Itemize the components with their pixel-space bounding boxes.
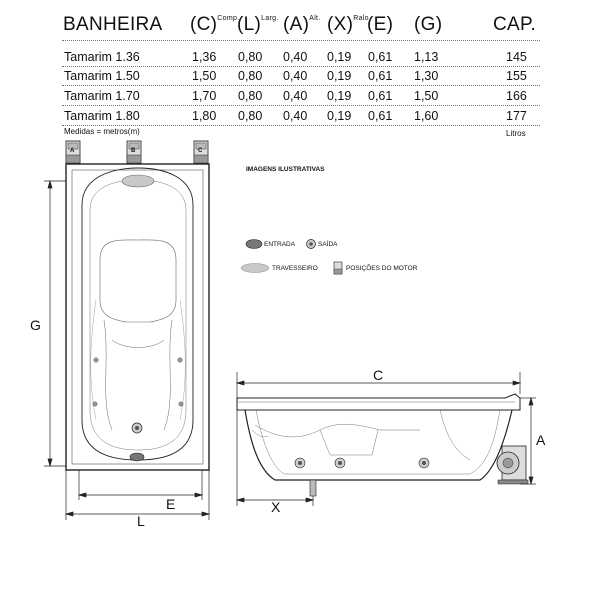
drain-pipe: [310, 480, 316, 496]
row-g: 1,30: [414, 69, 439, 83]
legend-saida-label: SAÍDA: [318, 241, 338, 248]
legend-travesseiro-icon: [241, 264, 269, 273]
header-col-c-sup: Comp.: [217, 14, 240, 22]
legend-travesseiro-label: TRAVESSEIRO: [272, 265, 318, 272]
row-c: 1,50: [192, 69, 217, 83]
jet-icon: [179, 402, 183, 406]
row-cap: 155: [506, 69, 527, 83]
row-g: 1,50: [414, 89, 439, 103]
jet-icon: [178, 358, 182, 362]
row-l: 0,80: [238, 89, 263, 103]
dimension-g: [44, 181, 66, 466]
header-col-g: (G): [414, 14, 443, 35]
row-e: 0,61: [368, 50, 393, 64]
jet-icon: [93, 402, 97, 406]
row-a: 0,40: [283, 109, 308, 123]
bathtub-side-view: [237, 394, 520, 480]
header-col-x-sup: Ralo: [353, 14, 369, 22]
row-e: 0,61: [368, 109, 393, 123]
images-note: IMAGENS ILUSTRATIVAS: [246, 166, 325, 173]
dimension-l-label: L: [137, 513, 145, 529]
cap-unit: Litros: [506, 129, 526, 138]
row-c: 1,36: [192, 50, 217, 64]
dimension-g-label: G: [30, 317, 41, 333]
header-col-c: $(C)^{Comp.}$: [190, 14, 240, 35]
header-col-a: $(A)^{Alt.}$: [283, 14, 321, 35]
motor-position-a-label: A: [70, 148, 75, 154]
legend-motor-icon: [334, 262, 342, 274]
legend-motor-label: POSIÇÕES DO MOTOR: [346, 265, 418, 272]
legend-saida-icon: [307, 240, 316, 249]
row-cap: 177: [506, 109, 527, 123]
row-model: Tamarim 1.50: [64, 69, 140, 83]
dimension-c-label: C: [373, 367, 384, 383]
row-a: 0,40: [283, 89, 308, 103]
row-l: 0,80: [238, 109, 263, 123]
row-l: 0,80: [238, 50, 263, 64]
row-model: Tamarim 1.70: [64, 89, 140, 103]
row-x: 0,19: [327, 69, 352, 83]
header-col-a-sup: Alt.: [309, 14, 321, 22]
row-x: 0,19: [327, 89, 352, 103]
row-a: 0,40: [283, 69, 308, 83]
pillow-icon: [122, 175, 154, 187]
row-g: 1,13: [414, 50, 439, 64]
motor-pump-icon: [497, 446, 528, 484]
row-cap: 145: [506, 50, 527, 64]
row-cap: 166: [506, 89, 527, 103]
row-x: 0,19: [327, 50, 352, 64]
jet-icon: [94, 358, 98, 362]
row-c: 1,70: [192, 89, 217, 103]
dimension-e-label: E: [166, 496, 176, 512]
row-a: 0,40: [283, 50, 308, 64]
header-col-cap: CAP.: [493, 14, 537, 35]
row-e: 0,61: [368, 69, 393, 83]
dimension-a-label: A: [536, 432, 546, 448]
dimension-e: [79, 470, 202, 500]
side-jet-icon: [419, 458, 429, 468]
side-jet-icon: [295, 458, 305, 468]
motor-position-c-label: C: [198, 148, 203, 154]
legend-entrada-icon: [246, 240, 262, 249]
entrada-jet-icon: [130, 453, 144, 461]
header-col-e: (E): [367, 14, 394, 35]
row-c: 1,80: [192, 109, 217, 123]
motor-position-b-label: B: [131, 148, 136, 154]
row-e: 0,61: [368, 89, 393, 103]
footnote: Medidas = metros(m): [64, 127, 140, 136]
dimension-x-label: X: [271, 499, 281, 515]
header-col-x: $(X)^{Ralo}$: [327, 14, 369, 35]
header-col-l-sup: Larg.: [261, 14, 279, 22]
legend-entrada-label: ENTRADA: [264, 241, 296, 248]
header-col-l: $(L)^{Larg.}$: [237, 14, 279, 35]
header-title: BANHEIRA: [63, 14, 163, 35]
row-model: Tamarim 1.80: [64, 109, 140, 123]
row-model: Tamarim 1.36: [64, 50, 140, 64]
row-g: 1,60: [414, 109, 439, 123]
row-l: 0,80: [238, 69, 263, 83]
row-x: 0,19: [327, 109, 352, 123]
saida-drain-icon: [132, 423, 142, 433]
side-jet-icon: [335, 458, 345, 468]
